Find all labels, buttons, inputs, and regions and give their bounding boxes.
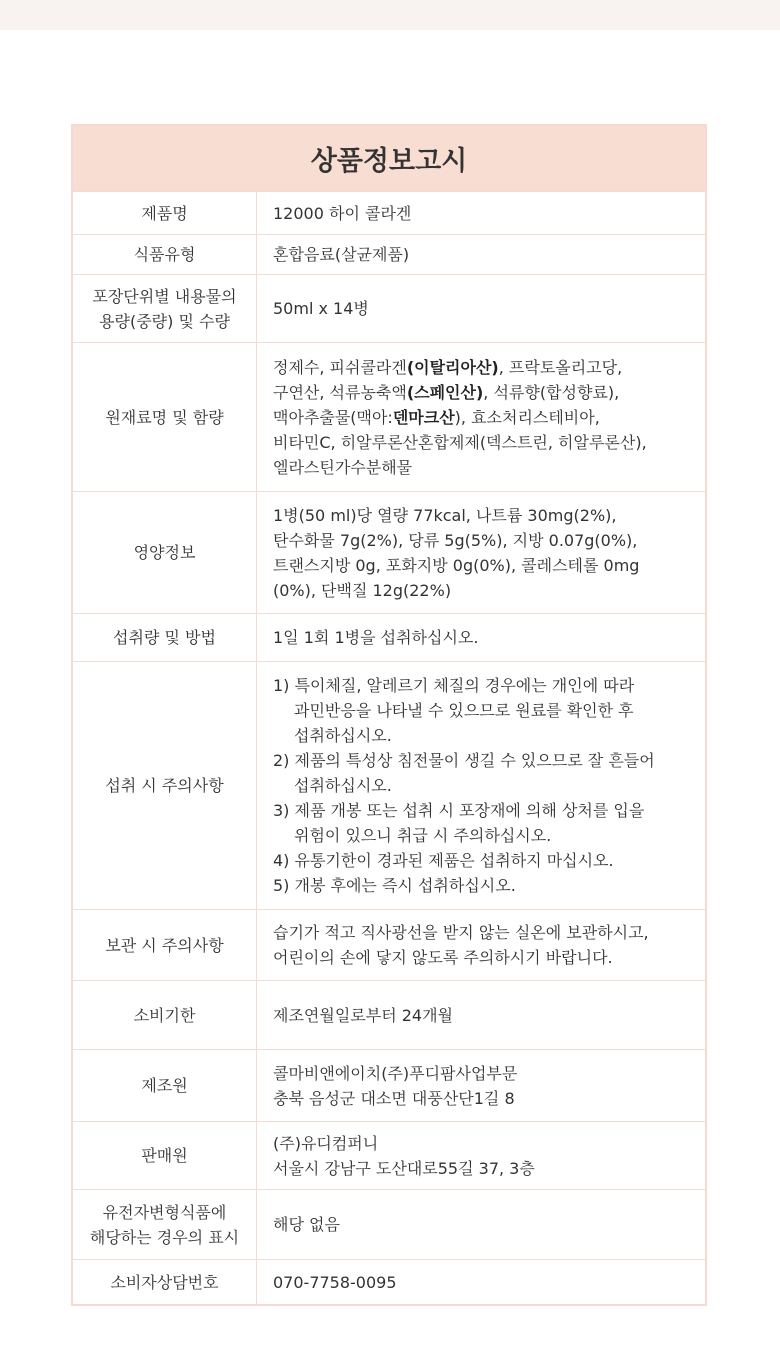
row-label-line: 영양정보 — [133, 543, 196, 562]
row-value-line: 50ml x 14병 — [273, 299, 369, 318]
table-title: 상품정보고시 — [73, 126, 705, 192]
origin-highlight: (이탈리아산) — [406, 357, 499, 377]
table-rows — [73, 192, 705, 1304]
text-segment: ), 효소처리스테비아, — [454, 407, 600, 427]
row-label — [73, 235, 257, 274]
row-value-line — [273, 430, 691, 455]
row-value — [257, 662, 705, 909]
row-value — [257, 235, 705, 274]
row-value-line: 충북 음성군 대소면 대풍산단1길 8 — [273, 1088, 515, 1108]
table-row — [73, 274, 705, 342]
row-value — [257, 1122, 705, 1189]
table-row — [73, 1189, 705, 1259]
table-row — [73, 1121, 705, 1189]
row-value — [257, 1050, 705, 1121]
row-label — [73, 1050, 257, 1121]
row-value-line: 1병(50 ml)당 열량 77kcal, 나트륨 30mg(2%), — [273, 505, 617, 525]
row-value — [257, 910, 705, 980]
row-label — [73, 275, 257, 342]
row-value — [257, 275, 705, 342]
text-segment: , 프락토올리고당, — [498, 357, 623, 377]
row-label-line: 제품명 — [141, 203, 188, 223]
row-value-line: 5) 개봉 후에는 즉시 섭취하십시오. — [273, 876, 516, 895]
row-value-line: 1) 특이체질, 알레르기 체질의 경우에는 개인에 따라 — [273, 676, 635, 695]
row-label — [73, 662, 257, 909]
row-value-line: 12000 하이 콜라겐 — [273, 203, 412, 223]
row-value-line — [273, 355, 691, 380]
row-value-line: 섭취하십시오. — [294, 726, 392, 745]
row-label-line: 제조원 — [141, 1076, 188, 1095]
row-value-line: 콜마비앤에이치(주)푸디팜사업부문 — [273, 1063, 518, 1083]
table-row — [73, 491, 705, 613]
text-segment: 비타민C, 히알루론산혼합제제(덱스트린, 히알루론산), — [273, 432, 647, 452]
row-label-line: 용량(중량) 및 수량 — [99, 311, 230, 331]
row-label — [73, 492, 257, 613]
row-value-line — [273, 380, 691, 405]
row-value-line: 습기가 적고 직사광선을 받지 않는 실온에 보관하시고, — [273, 923, 649, 942]
row-label — [73, 192, 257, 234]
row-label — [73, 910, 257, 980]
row-label-line: 판매원 — [141, 1146, 188, 1165]
row-value-line: 탄수화물 7g(2%), 당류 5g(5%), 지방 0.07g(0%), — [273, 530, 638, 550]
text-segment: 구연산, 석류농축액 — [273, 382, 407, 402]
row-label-line: 원재료명 및 함량 — [105, 407, 224, 427]
table-row — [73, 613, 705, 661]
row-value-line: 위험이 있으니 취급 시 주의하십시오. — [294, 826, 552, 845]
row-value — [257, 614, 705, 661]
text-segment: 엘라스틴가수분해물 — [273, 457, 413, 477]
row-value-line — [273, 405, 691, 430]
table-row — [73, 234, 705, 274]
row-value — [257, 1260, 705, 1304]
row-value-line: (주)유디컴퍼니 — [273, 1133, 379, 1153]
product-info-table — [71, 124, 707, 1306]
row-value — [257, 1190, 705, 1259]
row-value-line: 과민반응을 나타낼 수 있으므로 원료를 확인한 후 — [294, 701, 634, 720]
row-value-line: 3) 제품 개봉 또는 섭취 시 포장재에 의해 상처를 입을 — [273, 801, 645, 820]
row-label — [73, 1190, 257, 1259]
row-value-line: 1일 1회 1병을 섭취하십시오. — [273, 628, 479, 647]
row-label-line: 식품유형 — [133, 245, 196, 264]
row-label-line: 보관 시 주의사항 — [105, 935, 224, 955]
row-label-line: 소비기한 — [133, 1005, 196, 1025]
row-label-line: 섭취 시 주의사항 — [105, 776, 224, 795]
table-row — [73, 192, 705, 234]
row-label — [73, 614, 257, 661]
row-label — [73, 981, 257, 1049]
row-value-line: 제조연월일로부터 24개월 — [273, 1005, 454, 1025]
row-label-line: 해당하는 경우의 표시 — [89, 1227, 240, 1247]
table-row — [73, 980, 705, 1049]
table-row — [73, 661, 705, 909]
row-value — [257, 192, 705, 234]
row-value — [257, 981, 705, 1049]
row-value-line: 4) 유통기한이 경과된 제품은 섭취하지 마십시오. — [273, 851, 614, 870]
row-value-line: 2) 제품의 특성상 침전물이 생길 수 있으므로 잘 흔들어 — [273, 751, 655, 770]
table-row — [73, 909, 705, 980]
row-value-line: 트랜스지방 0g, 포화지방 0g(0%), 콜레스테롤 0mg — [273, 555, 640, 575]
row-value-line: 서울시 강남구 도산대로55길 37, 3층 — [273, 1158, 535, 1178]
table-row — [73, 1259, 705, 1304]
row-label — [73, 1122, 257, 1189]
row-value-line: 070-7758-0095 — [273, 1272, 397, 1292]
table-row — [73, 1049, 705, 1121]
text-segment: 맥아추출물(맥아: — [273, 407, 393, 427]
row-label-line: 소비자상담번호 — [110, 1272, 219, 1292]
row-value-line: 어린이의 손에 닿지 않도록 주의하시기 바랍니다. — [273, 948, 613, 967]
row-value — [257, 492, 705, 613]
text-segment: , 석류향(합성향료), — [483, 382, 620, 402]
row-value-line: 섭취하십시오. — [294, 776, 392, 795]
row-value — [257, 343, 705, 491]
row-label — [73, 1260, 257, 1304]
text-segment: 정제수, 피쉬콜라겐 — [273, 357, 407, 377]
origin-highlight: 덴마크산 — [392, 407, 455, 427]
row-label — [73, 343, 257, 491]
top-band — [0, 0, 780, 30]
row-label-line: 포장단위별 내용물의 — [92, 286, 237, 306]
row-value-line: 해당 없음 — [273, 1215, 340, 1234]
row-label-line: 섭취량 및 방법 — [113, 628, 216, 647]
origin-highlight: (스페인산) — [406, 382, 484, 402]
table-row — [73, 342, 705, 491]
row-value-line: 혼합음료(살균제품) — [273, 245, 410, 264]
row-value-line: (0%), 단백질 12g(22%) — [273, 580, 452, 600]
row-label-line: 유전자변형식품에 — [102, 1202, 227, 1222]
row-value-line — [273, 455, 691, 480]
